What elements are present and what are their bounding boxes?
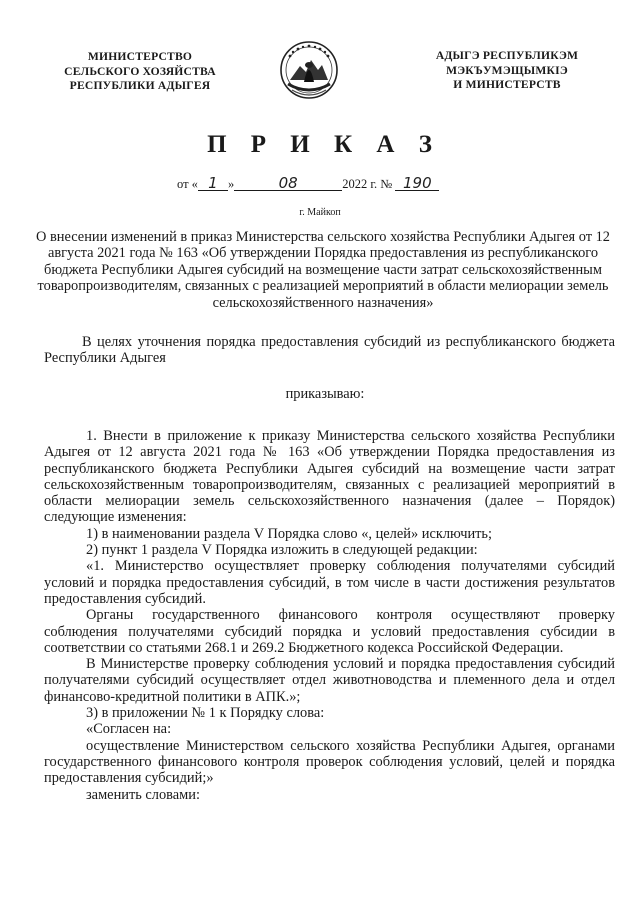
paragraph: Органы государственного финансового контроля осуществляют проверку соблюдения получателями субсидий порядка и условий предоставления субсидии в соответствии со статьями 268.1 и 269.2 Бюджетного кодекса Российской Федерации. <box>44 607 615 656</box>
header-line: И МИНИСТЕРСТВ <box>453 78 561 91</box>
intro-paragraph <box>44 334 615 367</box>
header-line: РЕСПУБЛИКИ АДЫГЕЯ <box>69 79 211 92</box>
paragraph: осуществление Министерством сельского хозяйства Республики Адыгея, органами государственного финансового контроля проверок соблюдения условий, целей и порядка предоставления субсидий;» <box>44 737 615 787</box>
paragraph: 1) в наименовании раздела V Порядка слово «, целей» исключить; <box>86 525 492 542</box>
header-line: МЭКЪУМЭЩЫМКIЭ <box>446 63 568 77</box>
header-line: МИНИСТЕРСТВО <box>87 50 193 63</box>
header-line: АДЫГЭ РЕСПУБЛИКЭМ <box>435 49 579 62</box>
coat-of-arms-emblem <box>278 38 340 106</box>
paragraph: 1. Внести в приложение к приказу Министерства сельского хозяйства Республики Адыгея от 12 августа 2021 года № 163 «Об утверждении Порядка предоставления из республиканского бюджета Республики Адыгея субсидий на возмещение части затрат сельскохозяйственным товаропроизводителям, связанных с реализацией мероприятий в области мелиорации земель сельскохозяйственного назначения (далее – Порядок) следующие изменения: <box>44 428 615 526</box>
date-prefix: от « <box>177 177 198 191</box>
date-mid: » <box>227 177 235 191</box>
intro-text: В целях уточнения порядка предоставления субсидий из республиканского бюджета Республики Адыгея <box>44 334 615 367</box>
paragraph: «Согласен на: <box>86 721 172 738</box>
date-month: 08 <box>234 177 342 191</box>
paragraph: «1. Министерство осуществляет проверку соблюдения получателями субсидий условий и порядка предоставления субсидий, в том числе в части достижения результатов предоставления субсидий. <box>44 558 615 607</box>
ministry-header-russian <box>40 50 240 94</box>
order-date-line <box>177 174 477 192</box>
number-prefix: № <box>380 177 393 191</box>
order-subject: О внесении изменений в приказ Министерства сельского хозяйства Республики Адыгея от 12 августа 2021 года № 163 «Об утверждении Порядка предоставления из республиканского бюджета Республики Адыгея субсидий на возмещение части затрат сельскохозяйственным товаропроизводителям, связанных с реализацией мероприятий в области мелиорации земель сельскохозяйственного назначения» <box>36 229 610 311</box>
date-year: 2022 г. <box>342 177 378 191</box>
date-day: 1 <box>198 177 228 191</box>
document-title: П Р И К А З <box>207 131 441 158</box>
ministry-header-adyghe <box>398 49 616 93</box>
paragraph: 2) пункт 1 раздела V Порядка изложить в следующей редакции: <box>86 542 478 559</box>
paragraph: заменить словами: <box>86 786 200 803</box>
header-line: СЕЛЬСКОГО ХОЗЯЙСТВА <box>64 64 216 78</box>
decree-word: приказываю: <box>285 386 365 402</box>
paragraph: 3) в приложении № 1 к Порядку слова: <box>86 705 325 722</box>
order-body <box>44 428 615 803</box>
order-number: 190 <box>395 177 439 191</box>
city-label: г. Майкоп <box>299 207 341 218</box>
paragraph: В Министерстве проверку соблюдения условий и порядка предоставления субсидий получателями субсидий осуществляет отдел животноводства и племенного дела и отдел финансово-кредитной политики в АПК.»; <box>44 656 615 705</box>
